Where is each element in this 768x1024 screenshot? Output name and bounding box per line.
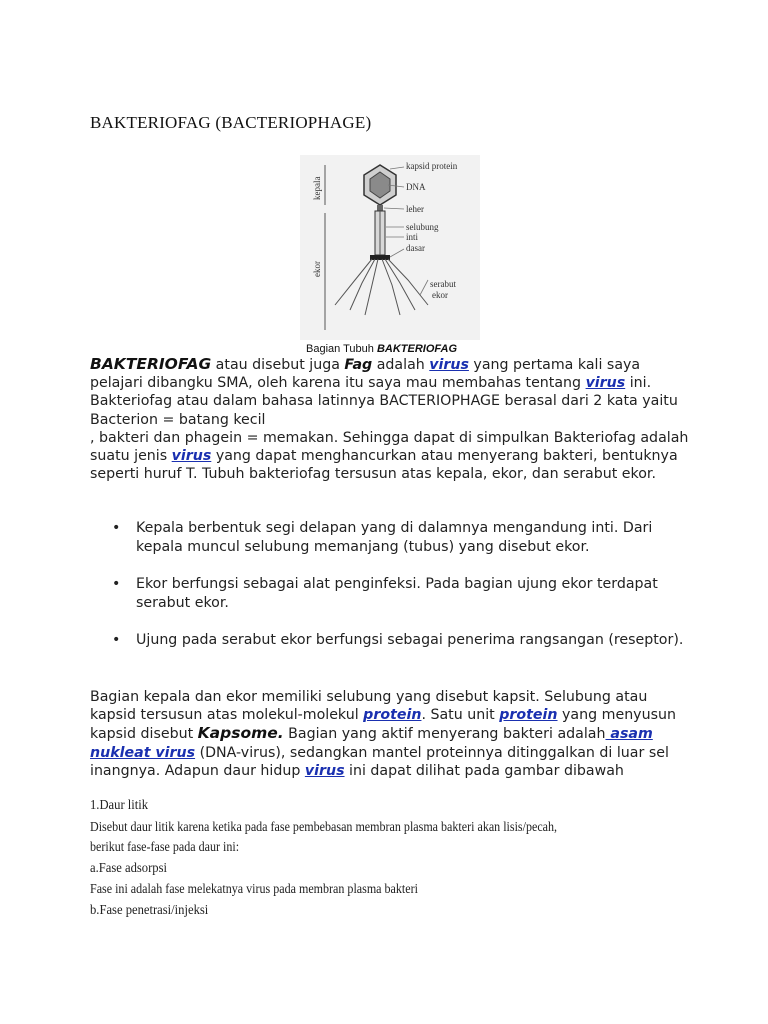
term-kapsome: Kapsome. — [197, 724, 284, 743]
bullet-icon: • — [112, 520, 121, 536]
intro-text-3: yang pertama kali saya pelajari dibangku SMA, oleh karena itu saya mau membahas tentang — [90, 357, 641, 392]
virus-link-2[interactable]: virus — [585, 375, 626, 392]
figure-caption — [306, 343, 457, 355]
virus-link-1[interactable]: virus — [429, 357, 469, 373]
protein-link-2[interactable]: protein — [499, 707, 558, 724]
protein-link-1[interactable]: protein — [363, 707, 422, 724]
label-serabut: serabut — [430, 279, 456, 289]
label-ekor-fiber: ekor — [432, 290, 448, 300]
caption-bold: BAKTERIOFAG — [376, 343, 458, 355]
term-bakteriofag: BAKTERIOFAG — [90, 355, 212, 373]
label-leher: leher — [406, 204, 424, 214]
capsid-paragraph — [90, 688, 690, 780]
virus-link-4[interactable]: virus — [304, 762, 345, 779]
intro-paragraph — [90, 355, 690, 483]
bacteriophage-figure — [300, 155, 480, 340]
bullet-text: Ekor berfungsi sebagai alat penginfeksi. Pada bagian ujung ekor terdapat serabut ekor. — [136, 576, 658, 611]
bullet-text: Ujung pada serabut ekor berfungsi sebagai penerima rangsangan (reseptor). — [136, 632, 684, 648]
phase-a-desc: Fase ini adalah fase melekatnya virus pada membran plasma bakteri — [90, 882, 418, 897]
page-title: BAKTERIOFAG (BACTERIOPHAGE) — [90, 113, 372, 132]
section-heading: 1.Daur litik — [90, 798, 149, 813]
para2-text-3: yang menyusun kapsid disebut — [90, 707, 676, 743]
caption-prefix: Bagian Tubuh — [306, 343, 377, 355]
list-item — [108, 575, 688, 613]
intro-text-2: adalah — [372, 357, 430, 373]
para2-text-5: (DNA-virus), sedangkan mantel proteinnya ditinggalkan di luar sel inangnya. Adapun daur hidup — [90, 744, 669, 779]
label-dasar: dasar — [406, 243, 425, 253]
label-inti: inti — [406, 232, 419, 242]
label-dna: DNA — [406, 182, 426, 192]
intro-text-1: atau disebut juga — [211, 357, 345, 373]
list-item — [108, 519, 688, 557]
bullet-list — [108, 519, 688, 668]
bacteriophage-diagram — [300, 155, 480, 340]
label-kapsid-protein: kapsid protein — [406, 161, 458, 171]
phase-a-heading: a.Fase adsorpsi — [90, 861, 167, 876]
para2-text-6: ini dapat dilihat pada gambar dibawah — [344, 762, 624, 779]
section-desc-line-1: Disebut daur litik karena ketika pada fase pembebasan membran plasma bakteri akan lisis/pecah, — [90, 820, 558, 835]
asam-nukleat-virus-link[interactable]: asam nukleat virus — [90, 726, 653, 761]
intro-text-5: , bakteri dan phagein = memakan. Sehingga dapat di simpulkan Bakteriofag adalah suatu jenis — [90, 429, 689, 465]
base-plate — [370, 255, 390, 260]
virus-link-3[interactable]: virus — [171, 448, 212, 465]
phase-b-heading: b.Fase penetrasi/injeksi — [90, 903, 209, 918]
label-ekor-side: ekor — [312, 261, 322, 277]
para2-text-1: Bagian kepala dan ekor memiliki selubung yang disebut kapsit. Selubung atau kapsid tersusun atas molekul-molekul — [90, 689, 648, 724]
label-selubung: selubung — [406, 222, 439, 232]
intro-text-6: yang dapat menghancurkan atau menyerang bakteri, bentuknya seperti huruf T. Tubuh bakteriofag tersusun atas kepala, ekor, dan serabut ekor. — [90, 448, 678, 483]
label-kepala: kepala — [312, 176, 322, 200]
list-item — [108, 631, 688, 650]
bullet-icon: • — [112, 632, 121, 648]
bullet-text: Kepala berbentuk segi delapan yang di dalamnya mengandung inti. Dari kepala muncul selubung memanjang (tubus) yang disebut ekor. — [136, 520, 653, 555]
term-fag: Fag — [344, 357, 373, 373]
para2-text-4: Bagian yang aktif menyerang bakteri adalah — [283, 726, 606, 743]
bullet-icon: • — [112, 576, 121, 592]
intro-text-4: ini. Bakteriofag atau dalam bahasa latinnya BACTERIOPHAGE berasal dari 2 kata yaitu Bacterion = batang kecil — [90, 375, 678, 428]
para2-text-2: . Satu unit — [421, 707, 500, 724]
section-desc-line-2: berikut fase-fase pada daur ini: — [90, 840, 240, 855]
